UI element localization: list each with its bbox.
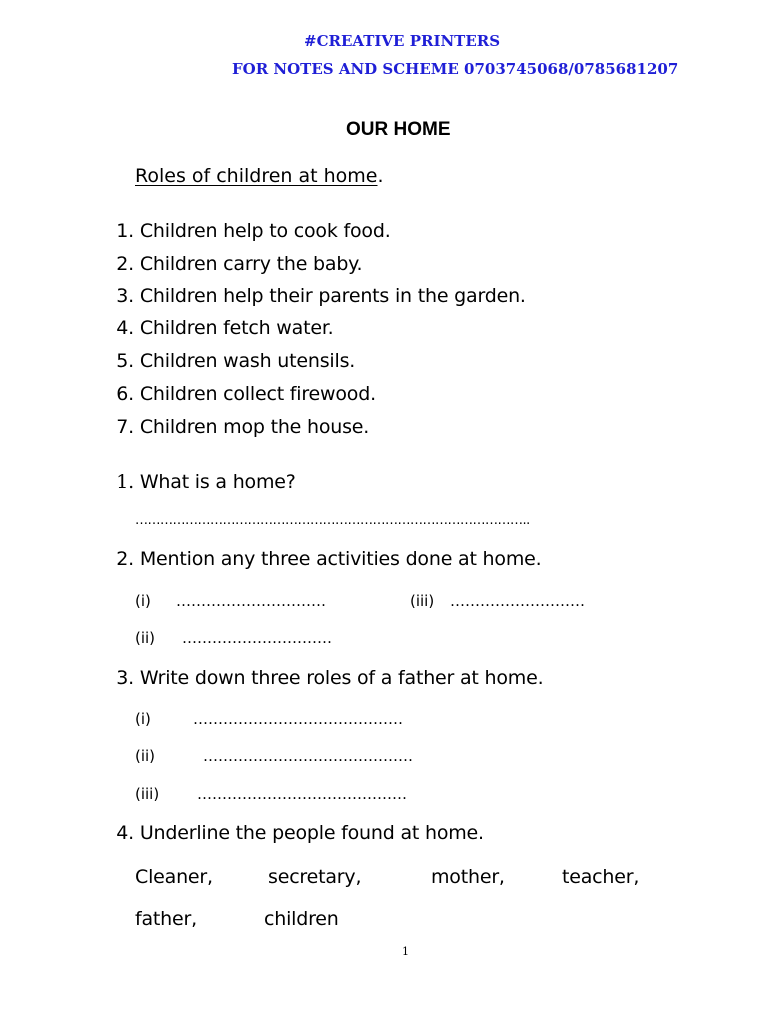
- word-option: mother,: [431, 866, 505, 888]
- answer-label: (i): [135, 710, 151, 728]
- answer-line: ……………………………………: [197, 785, 407, 803]
- question-number: 4.: [116, 822, 134, 844]
- role-text: Children fetch water.: [139, 317, 334, 339]
- header-line-2: FOR NOTES AND SCHEME 0703745068/0785681207: [232, 60, 679, 78]
- question-number: 3.: [116, 667, 134, 689]
- answer-label: (ii): [135, 747, 156, 765]
- role-number: 1.: [116, 220, 134, 242]
- role-number: 6.: [116, 383, 134, 405]
- answer-line: …………………………: [176, 592, 326, 610]
- answer-line: …………………………: [182, 629, 332, 647]
- page-number: 1: [402, 945, 409, 958]
- role-item-2: [112, 253, 362, 275]
- question-text: Write down three roles of a father at home.: [139, 667, 544, 689]
- word-option: children: [264, 908, 339, 930]
- answer-label: (ii): [135, 629, 156, 647]
- answer-label: (iii): [410, 592, 435, 610]
- answer-line: ……………………………………: [193, 710, 403, 728]
- role-number: 4.: [116, 317, 134, 339]
- role-text: Children help their parents in the garden.: [139, 285, 526, 307]
- answer-line: ……………………………………: [203, 747, 413, 765]
- role-number: 3.: [116, 285, 134, 307]
- question-text: What is a home?: [139, 471, 296, 493]
- question-text: Underline the people found at home.: [139, 822, 484, 844]
- role-item-7: [112, 416, 369, 438]
- question-3: [112, 667, 543, 689]
- role-number: 7.: [116, 416, 134, 438]
- question-2: [112, 548, 541, 570]
- question-text: Mention any three activities done at home.: [139, 548, 542, 570]
- question-number: 2.: [116, 548, 134, 570]
- word-option: secretary,: [268, 866, 362, 888]
- word-option: father,: [135, 908, 197, 930]
- page-title: OUR HOME: [346, 119, 451, 140]
- role-item-5: [112, 350, 355, 372]
- word-option: Cleaner,: [135, 866, 213, 888]
- role-item-1: [112, 220, 391, 242]
- question-1: [112, 471, 296, 493]
- question-4: [112, 822, 484, 844]
- answer-label: (i): [135, 592, 151, 610]
- answer-line: …………………………………………………………………………………..: [135, 513, 530, 528]
- answer-label: (iii): [135, 785, 160, 803]
- role-item-6: [112, 383, 376, 405]
- subtitle-period: .: [377, 165, 384, 187]
- question-number: 1.: [116, 471, 134, 493]
- role-text: Children wash utensils.: [139, 350, 356, 372]
- role-text: Children help to cook food.: [139, 220, 391, 242]
- section-subtitle: [135, 165, 384, 187]
- role-number: 2.: [116, 253, 134, 275]
- role-text: Children carry the baby.: [139, 253, 363, 275]
- subtitle-text: Roles of children at home: [135, 165, 378, 187]
- role-item-4: [112, 317, 334, 339]
- header-line-1: #CREATIVE PRINTERS: [304, 32, 501, 50]
- role-number: 5.: [116, 350, 134, 372]
- role-item-3: [112, 285, 526, 307]
- answer-line: ………………………: [450, 592, 585, 610]
- role-text: Children mop the house.: [139, 416, 370, 438]
- word-option: teacher,: [562, 866, 640, 888]
- role-text: Children collect firewood.: [139, 383, 376, 405]
